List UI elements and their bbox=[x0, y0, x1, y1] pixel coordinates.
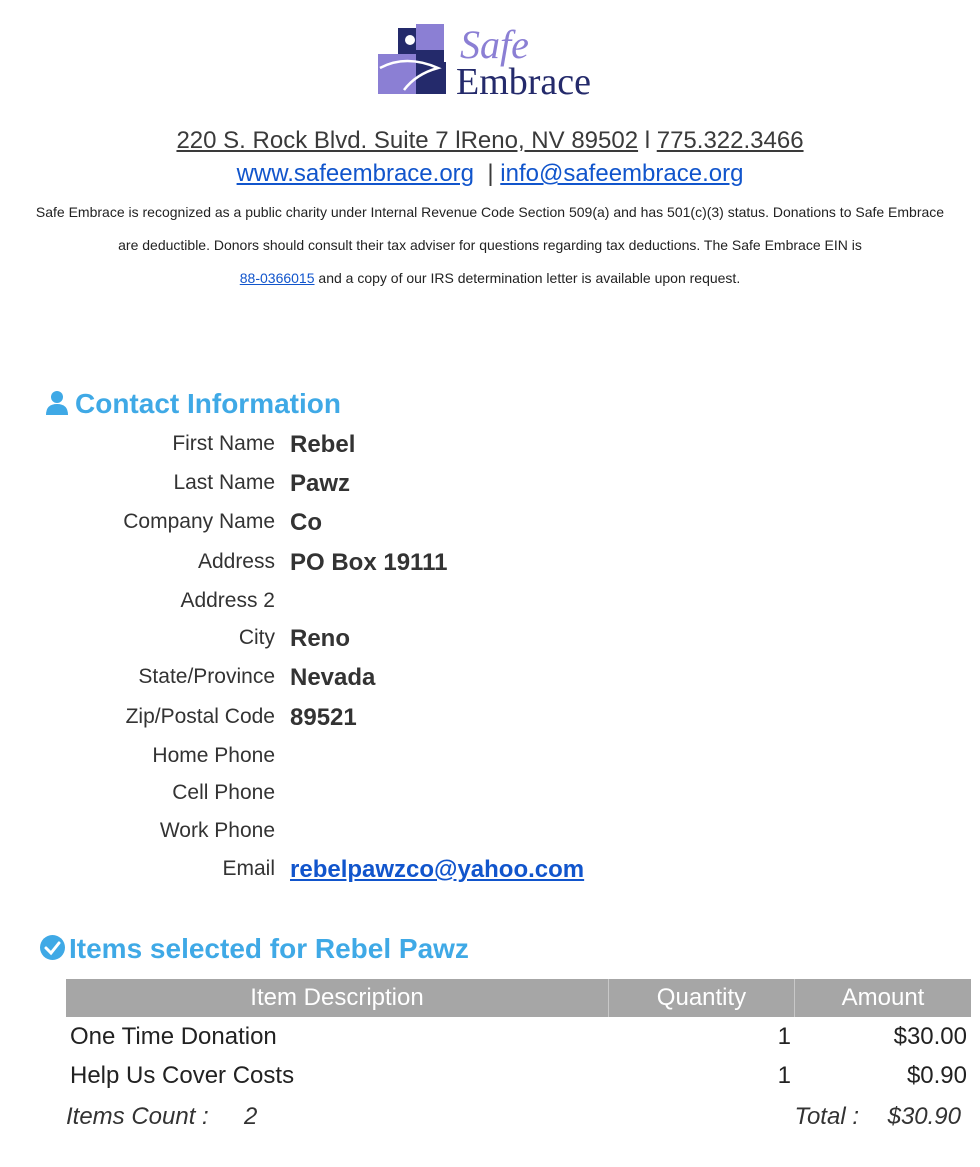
user-icon bbox=[45, 390, 69, 416]
contact-row-work-phone bbox=[0, 819, 980, 855]
field-label: Company Name bbox=[123, 510, 275, 533]
column-header-quantity: Quantity bbox=[656, 984, 747, 1011]
field-value: 89521 bbox=[290, 704, 357, 731]
items-table bbox=[66, 979, 971, 1139]
column-header-description: Item Description bbox=[250, 984, 424, 1011]
item-description: Help Us Cover Costs bbox=[70, 1062, 295, 1089]
contact-row-city bbox=[0, 626, 980, 662]
column-header-amount: Amount bbox=[841, 984, 925, 1011]
table-row bbox=[66, 1017, 971, 1056]
field-label: State/Province bbox=[138, 665, 275, 688]
contact-row-first-name bbox=[0, 432, 980, 468]
svg-text:Embrace: Embrace bbox=[456, 61, 592, 98]
field-label: Cell Phone bbox=[172, 781, 275, 804]
field-label: Zip/Postal Code bbox=[125, 705, 275, 728]
contact-row-last-name bbox=[0, 471, 980, 507]
total-label: Total : bbox=[794, 1103, 859, 1130]
disclaimer-text-end: and a copy of our IRS determination letter is available upon request. bbox=[318, 270, 741, 286]
contact-row-zip-postal-code bbox=[0, 705, 980, 741]
email-link[interactable]: info@safeembrace.org bbox=[500, 160, 744, 187]
field-value: Pawz bbox=[290, 470, 351, 497]
contact-row-cell-phone bbox=[0, 781, 980, 817]
ein-link[interactable]: 88-0366015 bbox=[239, 270, 315, 286]
website-link[interactable]: www.safeembrace.org bbox=[236, 160, 475, 187]
street-address: 220 S. Rock Blvd. Suite 7 lReno, NV 89502 bbox=[176, 127, 639, 154]
svg-text:Safe: Safe bbox=[460, 24, 529, 67]
contact-links bbox=[0, 160, 980, 188]
safe-embrace-logo bbox=[376, 24, 606, 98]
field-label: First Name bbox=[172, 432, 275, 455]
item-quantity: 1 bbox=[777, 1062, 791, 1089]
field-label: Home Phone bbox=[152, 744, 275, 767]
field-value: PO Box 19111 bbox=[290, 549, 448, 576]
contact-row-company-name bbox=[0, 510, 980, 546]
field-value: Nevada bbox=[290, 664, 376, 691]
field-label: City bbox=[238, 626, 275, 649]
item-amount: $30.00 bbox=[893, 1023, 967, 1050]
contact-row-home-phone bbox=[0, 744, 980, 780]
disclaimer-text: Safe Embrace is recognized as a public charity under Internal Revenue Code Section 509(a) and has 501(c)(3) status. Donations to Safe Embrace are deductible. Donors should consult their tax adviser for questions regarding tax deductions. The Safe Embrace EIN is bbox=[35, 204, 945, 253]
total-amount: $30.90 bbox=[887, 1103, 961, 1130]
table-footer bbox=[66, 1095, 971, 1139]
contact-row-state-province bbox=[0, 665, 980, 701]
field-label: Work Phone bbox=[159, 819, 275, 842]
field-value: Reno bbox=[290, 625, 350, 652]
contact-row-address-2 bbox=[0, 589, 980, 625]
tax-disclaimer bbox=[30, 196, 950, 295]
items-section-title: Items selected for Rebel Pawz bbox=[69, 933, 469, 964]
phone-number: 775.322.3466 bbox=[656, 127, 804, 154]
email-value-link[interactable]: rebelpawzco@yahoo.com bbox=[290, 856, 585, 883]
contact-row-address bbox=[0, 550, 980, 586]
contact-row-email bbox=[0, 857, 980, 893]
items-count: 2 bbox=[244, 1103, 258, 1130]
table-header bbox=[66, 979, 971, 1017]
item-quantity: 1 bbox=[777, 1023, 791, 1050]
field-value: Rebel bbox=[290, 431, 356, 458]
address-separator: l bbox=[638, 127, 657, 154]
item-description: One Time Donation bbox=[70, 1023, 277, 1050]
field-label: Address 2 bbox=[180, 589, 275, 612]
field-label: Email bbox=[222, 857, 275, 880]
contact-section-title: Contact Information bbox=[75, 388, 341, 419]
items-count-label: Items Count : bbox=[66, 1103, 209, 1130]
check-circle-icon bbox=[39, 934, 66, 961]
link-separator: | bbox=[487, 160, 494, 187]
field-value: Co bbox=[290, 509, 322, 536]
item-amount: $0.90 bbox=[906, 1062, 967, 1089]
table-row bbox=[66, 1056, 971, 1095]
field-label: Last Name bbox=[173, 471, 275, 494]
address-line bbox=[0, 127, 980, 155]
field-label: Address bbox=[197, 550, 275, 573]
